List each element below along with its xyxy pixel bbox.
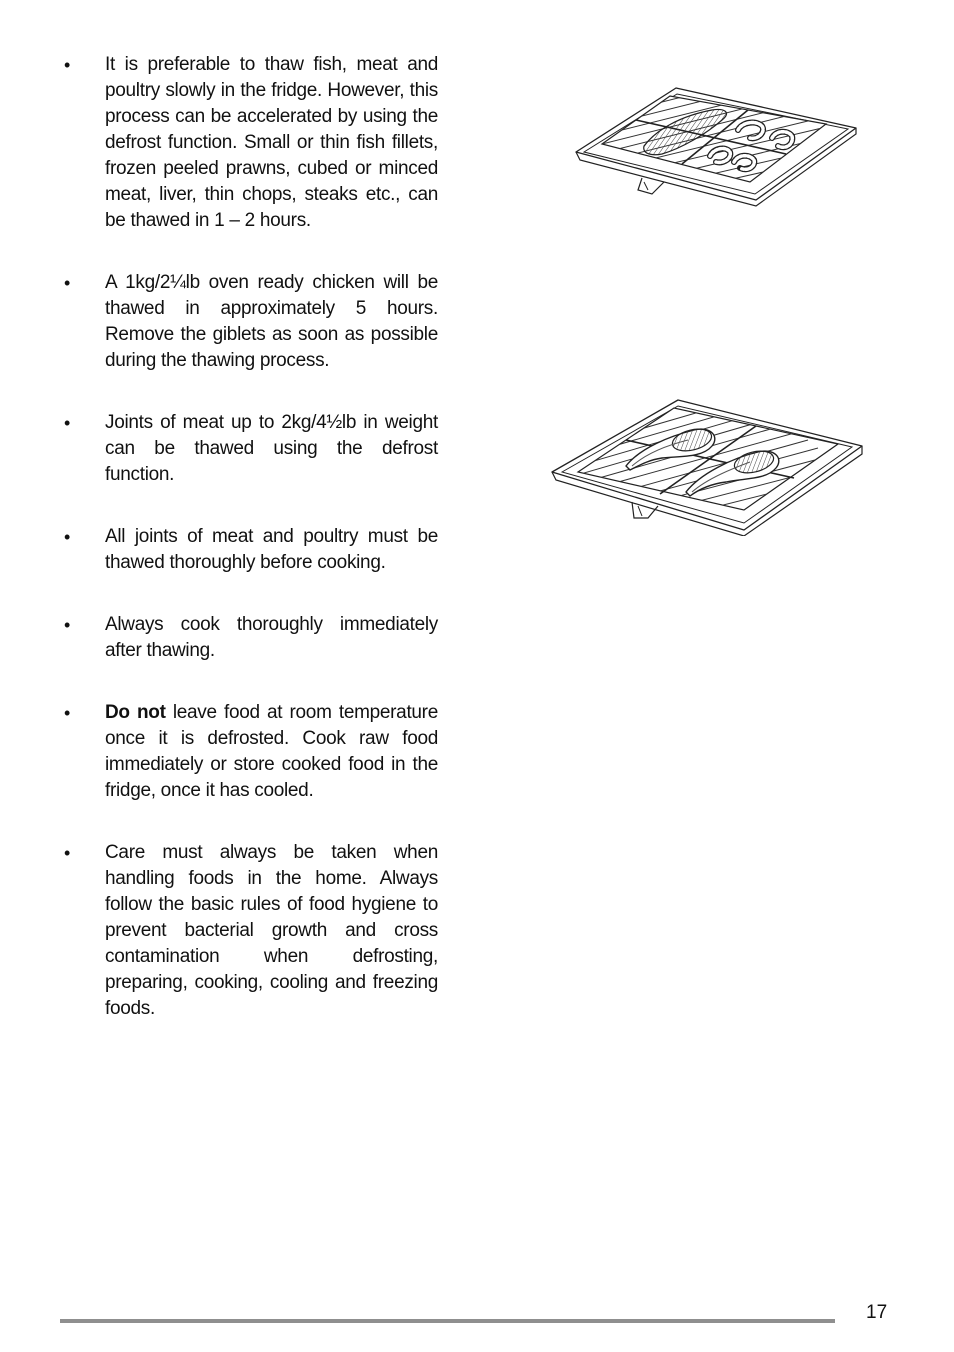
bullet-text: All joints of meat and poultry must be thawed thoroughly before cooking. <box>105 526 438 573</box>
bullet-dot: • <box>64 703 71 723</box>
bullet-item <box>60 52 438 234</box>
bullet-item <box>60 270 438 374</box>
bullet-dot: • <box>64 615 71 635</box>
bullet-list <box>60 52 438 1058</box>
grill-pan-with-fish-and-prawns <box>572 82 862 207</box>
bullet-dot: • <box>64 413 71 433</box>
bullet-text: Always cook thoroughly immediately after thawing. <box>105 614 438 661</box>
bullet-text-rest: leave food at room temperature once it is defrosted. Cook raw food immediately or store cooked food in the fridge, once it has cooled. <box>105 702 438 801</box>
bullet-item <box>60 612 438 664</box>
bold-warning: Do not <box>105 702 166 723</box>
bullet-text: Care must always be taken when handling foods in the home. Always follow the basic rules of food hygiene to prevent bacterial growth and cross contamination when defrosting, preparing, cooking, cooling and freezing foods. <box>105 842 438 1019</box>
bullet-text: It is preferable to thaw fish, meat and poultry slowly in the fridge. However, this process can be accelerated by using the defrost function. Small or thin fish fillets, frozen peeled prawns, cubed or minced meat, liver, thin chops, steaks etc., can be thawed in 1 – 2 hours. <box>105 54 438 231</box>
bullet-dot: • <box>64 273 71 293</box>
footer-rule <box>60 1319 835 1323</box>
grill-pan-drawing <box>572 82 862 207</box>
bullet-item <box>60 840 438 1022</box>
grill-pan-with-chops <box>548 396 866 536</box>
bullet-text <box>105 700 438 804</box>
grill-pan-drawing <box>548 396 866 536</box>
bullet-item <box>60 524 438 576</box>
bullet-dot: • <box>64 527 71 547</box>
page-number: 17 <box>866 1302 888 1323</box>
bullet-dot: • <box>64 55 71 75</box>
bullet-text: A 1kg/2¼lb oven ready chicken will be thawed in approximately 5 hours. Remove the giblets as soon as possible during the thawing process. <box>105 272 438 371</box>
bullet-item <box>60 410 438 488</box>
bullet-dot: • <box>64 843 71 863</box>
bullet-item <box>60 700 438 804</box>
bullet-text: Joints of meat up to 2kg/4½lb in weight can be thawed using the defrost function. <box>105 412 438 485</box>
